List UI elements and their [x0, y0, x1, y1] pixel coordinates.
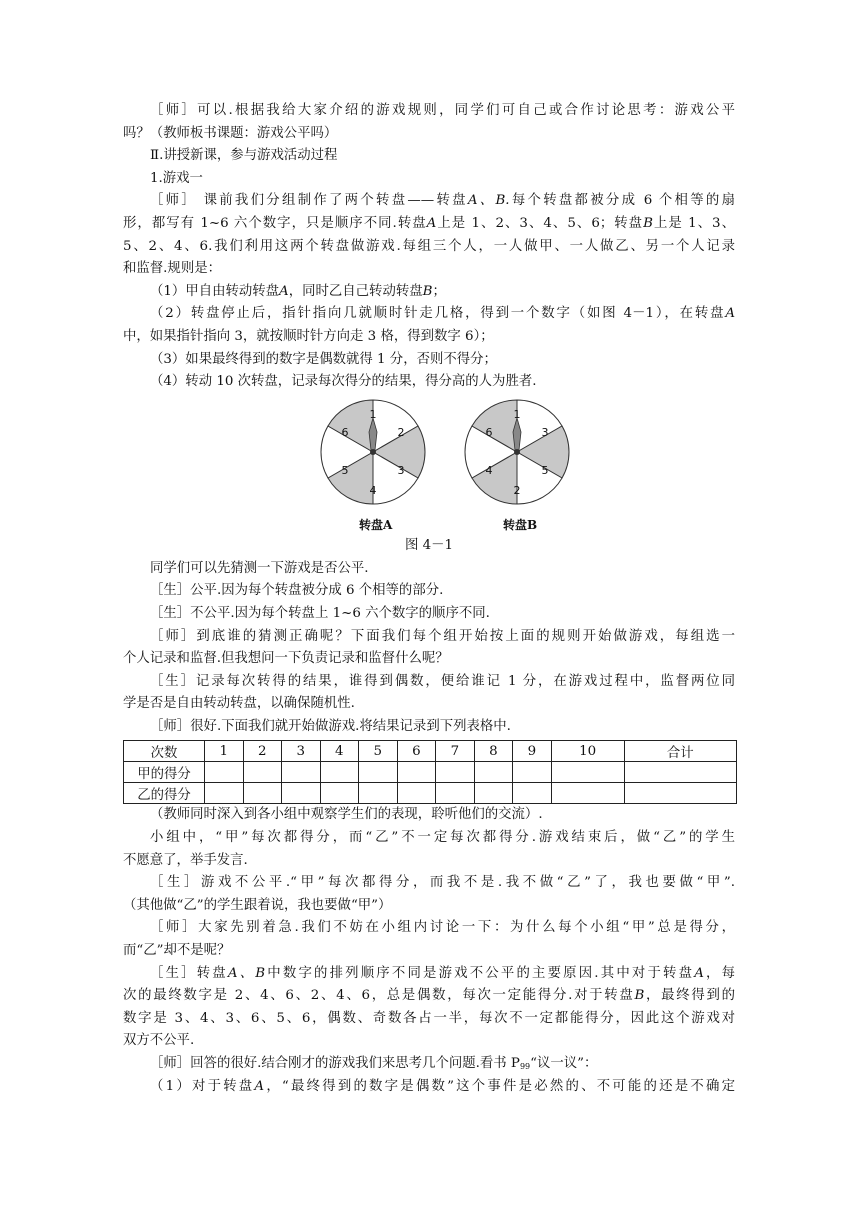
table-header-cell: 7 — [436, 741, 475, 762]
table-header-cell: 10 — [551, 741, 624, 762]
paragraph-line: 形，都写有 1~6 六个数字，只是顺序不同.转盘A上是 1、2、3、4、5、6；转盘B上是 1、3、 — [123, 215, 735, 231]
paragraph-line: ［师］可以.根据我给大家介绍的游戏规则，同学们可自己或合作讨论思考：游戏公平 — [150, 103, 735, 118]
spinner-figure — [123, 398, 735, 532]
paragraph-line: 学是否是自由转动转盘，以确保随机性. — [123, 696, 355, 712]
spinner-a-icon — [319, 398, 427, 506]
paragraph-line: ［师］回答的很好.结合刚才的游戏我们来思考几个问题.看书 $P_{99}“$议一议”： — [150, 1056, 598, 1071]
table-header-row — [124, 741, 737, 762]
rule-1: （1）甲自由转动转盘A，同时乙自己转动转盘B； — [150, 283, 446, 299]
paragraph-line: 双方不公平. — [123, 1033, 195, 1049]
table-header-cell: 8 — [474, 741, 513, 762]
spinner-b-caption: 转盘B — [503, 517, 538, 532]
table-header-cell: 2 — [243, 741, 282, 762]
spinner-b-label: 3 — [541, 425, 549, 439]
table-row — [124, 762, 737, 783]
rule-2-cont: 中，如果指针指向 3，就按顺时针方向走 3 格，得到数字 6）； — [123, 328, 494, 344]
spinner-b-label: 6 — [485, 425, 493, 439]
spinner-b-icon — [463, 398, 571, 506]
paragraph-line: 小组中，“甲”每次都得分，而“乙”不一定每次都得分.游戏结束后，做“乙”的学生 — [150, 830, 735, 846]
figure-caption: 图 4－1 — [404, 537, 454, 553]
rule-2: （2）转盘停止后，指针指向几就顺时针走几格，得到一个数字（如图 4－1），在转盘A — [150, 306, 735, 322]
paragraph-line: 而“乙”却不是呢？ — [123, 943, 231, 959]
spinner-a-label: 2 — [397, 425, 405, 439]
paragraph-line: ［师］ 课前我们分组制作了两个转盘——转盘A、B.每个转盘都被分成 6 个相等的扇 — [150, 193, 735, 209]
spinner-a-caption: 转盘A — [359, 517, 393, 532]
table-row — [124, 783, 737, 804]
table-header-cell: 次数 — [124, 741, 205, 762]
paragraph-line: （其他做“乙”的学生跟着说，我也要做“甲”） — [123, 897, 392, 913]
table-header-cell: 合计 — [624, 741, 736, 762]
paragraph-line: （教师同时深入到各小组中观察学生们的表现，聆听他们的交流）. — [150, 807, 543, 823]
row-label: 乙的得分 — [124, 783, 205, 804]
spinner-b-label: 2 — [513, 483, 521, 497]
spinner-a-label: 3 — [397, 463, 405, 477]
spinner-a-label: 1 — [369, 407, 377, 421]
spinner-a-label: 6 — [341, 425, 349, 439]
table-header-cell: 5 — [359, 741, 398, 762]
spinner-b-label: 4 — [485, 463, 493, 477]
paragraph-line: 5、2、4、6.我们利用这两个转盘做游戏.每组三个人，一人做甲、一人做乙、另一个人记录 — [123, 238, 735, 254]
paragraph-line: 个人记录和监督.但我想问一下负责记录和监督什么呢？ — [123, 651, 449, 667]
paragraph-line: （1）对于转盘A，“最终得到的数字是偶数”这个事件是必然的、不可能的还是不确定 — [150, 1078, 735, 1094]
section-heading: Ⅱ.讲授新课，参与游戏活动过程 — [150, 148, 338, 164]
paragraph-line: ［生］不公平.因为每个转盘上 1~6 六个数字的顺序不同. — [150, 605, 490, 621]
table-header-cell: 1 — [205, 741, 244, 762]
paragraph-line: ［师］到底谁的猜测正确呢？下面我们每个组开始按上面的规则开始做游戏，每组选一 — [150, 628, 735, 644]
paragraph-line: ［师］很好.下面我们就开始做游戏.将结果记录到下列表格中. — [150, 718, 511, 734]
paragraph-line: ［生］公平.因为每个转盘被分成 6 个相等的部分. — [150, 583, 444, 599]
score-table — [123, 740, 737, 804]
table-header-cell: 9 — [513, 741, 552, 762]
table-header-cell: 4 — [320, 741, 359, 762]
paragraph-line: 数字是 3、4、3、6、5、6，偶数、奇数各占一半，每次不一定都能得分，因此这个游戏对 — [123, 1010, 735, 1026]
paragraph-line: 次的最终数字是 2、4、6、2、4、6，总是偶数，每次一定能得分.对于转盘B，最终得到的 — [123, 988, 735, 1004]
paragraph-line: ［生］游戏不公平.“甲”每次都得分，而我不是.我不做“乙”了，我也要做“甲”. — [150, 875, 735, 891]
paragraph-line: 吗？（教师板书课题：游戏公平吗） — [123, 125, 338, 141]
paragraph-line: ［师］大家先别着急.我们不妨在小组内讨论一下：为什么每个小组“甲”总是得分， — [150, 920, 735, 936]
paragraph-line: ［生］记录每次转得的结果，谁得到偶数，便给谁记 1 分，在游戏过程中，监督两位同 — [150, 673, 735, 689]
document-page — [123, 100, 735, 1098]
row-label: 甲的得分 — [124, 762, 205, 783]
spinner-a-label: 5 — [341, 463, 349, 477]
rule-4: （4）转动 10 次转盘，记录每次得分的结果，得分高的人为胜者. — [150, 374, 537, 390]
spinner-a-label: 4 — [369, 483, 377, 497]
table-header-cell: 3 — [282, 741, 321, 762]
paragraph-line: 和监督.规则是： — [123, 261, 221, 277]
rule-3: （3）如果最终得到的数字是偶数就得 1 分，否则不得分； — [150, 351, 497, 367]
spinner-b-label: 5 — [541, 463, 549, 477]
paragraph-line: 同学们可以先猜测一下游戏是否公平. — [150, 560, 369, 576]
spinner-b-label: 1 — [513, 407, 521, 421]
table-header-cell: 6 — [397, 741, 436, 762]
paragraph-line: 不愿意了，举手发言. — [123, 852, 248, 868]
paragraph-line: ［生］转盘A、B中数字的排列顺序不同是游戏不公平的主要原因.其中对于转盘A，每 — [150, 965, 736, 981]
subsection-heading: 1.游戏一 — [150, 170, 203, 186]
